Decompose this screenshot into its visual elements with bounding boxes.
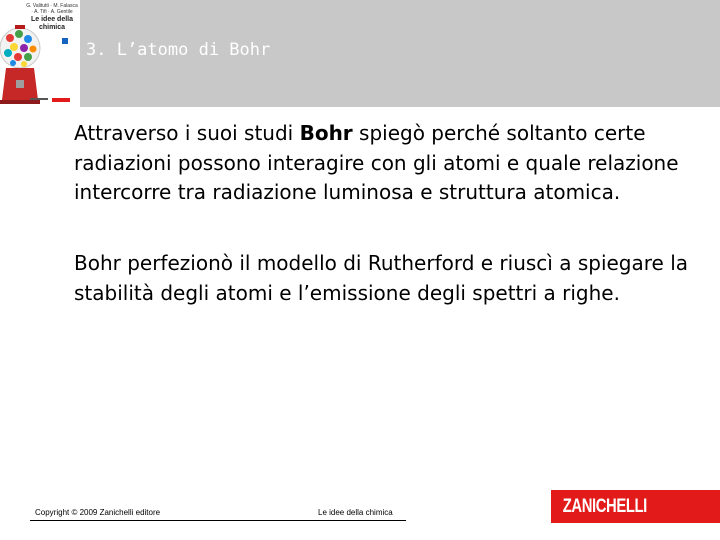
cover-title-line2: chimica bbox=[38, 24, 66, 31]
cover-authors: G. Valitutti · M. Falasca · A. Tifi · A. Gentile bbox=[26, 3, 78, 15]
footer-divider bbox=[30, 520, 406, 521]
publisher-logo-text: ZANICHELLI bbox=[562, 495, 647, 517]
paragraph-1 bbox=[74, 119, 704, 208]
publisher-logo bbox=[551, 490, 720, 523]
paragraph-1-bold: Bohr bbox=[299, 121, 353, 145]
footer-book-title: Le idee della chimica bbox=[318, 508, 393, 517]
cover-title-line1: Le idee della bbox=[30, 16, 74, 23]
footer-copyright: Copyright © 2009 Zanichelli editore bbox=[35, 508, 161, 517]
cover-title bbox=[26, 16, 78, 32]
paragraph-1-start: Attraverso i suoi studi bbox=[74, 121, 300, 145]
paragraph-1-end: spiegò perché soltanto certe radiazioni possono interagire con gli atomi e quale relazione intercorre tra radiazione luminosa e struttura atomica. bbox=[74, 121, 679, 204]
book-cover bbox=[0, 0, 80, 107]
slide-title: 3. L’atomo di Bohr bbox=[86, 40, 271, 60]
paragraph-2: Bohr perfezionò il modello di Rutherford e riuscì a spiegare la stabilità degli atomi e l’emissione degli spettri a righe. bbox=[74, 251, 689, 305]
